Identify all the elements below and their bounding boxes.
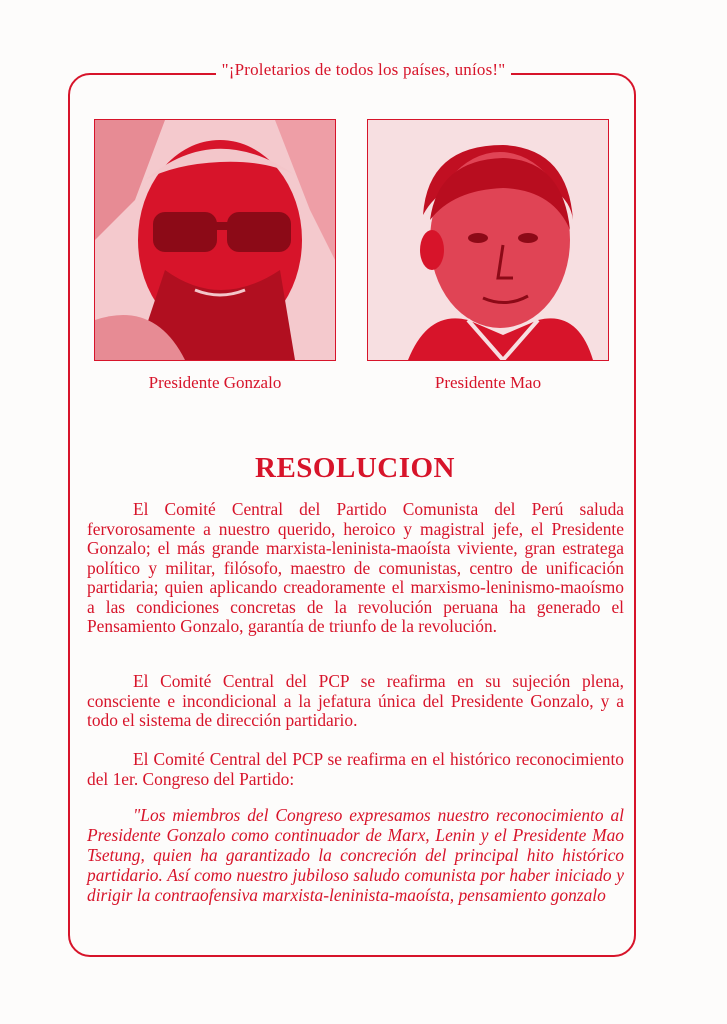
portrait-gonzalo-image	[95, 120, 335, 360]
caption-gonzalo: Presidente Gonzalo	[148, 373, 282, 392]
motto-heading	[0, 60, 727, 80]
motto-text: "¡Proletarios de todos los países, uníos!"	[216, 60, 512, 79]
paragraph-1: El Comité Central del Partido Comunista del Perú saluda fervorosamente a nuestro querido, heroico y magistral jefe, el Presidente Gonzalo; el más grande marxista-leninista-maoísta viviente, gran estratega político y militar, filósofo, maestro de comunistas, centro de unificación partidaria; quien aplicando creadoramente el marxismo-leninismo-maoísmo a las condiciones concretas de la revolución peruana ha generado el Pensamiento Gonzalo, garantía de triunfo de la revolución.	[87, 499, 624, 636]
portrait-mao	[367, 119, 609, 361]
paragraph-3: El Comité Central del PCP se reafirma en el histórico reconocimiento del 1er. Congreso del Partido:	[87, 749, 624, 789]
caption-mao: Presidente Mao	[434, 373, 542, 392]
paragraph-2: El Comité Central del PCP se reafirma en su sujeción plena, consciente e incondicional a la jefatura única del Presidente Gonzalo, y a todo el sistema de dirección partidario.	[87, 671, 624, 730]
portrait-mao-image	[368, 120, 608, 360]
congress-quote: "Los miembros del Congreso expresamos nuestro reconocimiento al Presidente Gonzalo como continuador de Marx, Lenin y el Presidente Mao Tsetung, quien ha garantizado la concreción del principal hito histórico partidario. Así como nuestro jubiloso saludo comunista por haber iniciado y dirigir la contraofensiva marxista-leninista-maoísta, pensamiento gonzalo	[87, 805, 624, 905]
resolution-title: RESOLUCION	[255, 452, 455, 484]
portrait-gonzalo	[94, 119, 336, 361]
